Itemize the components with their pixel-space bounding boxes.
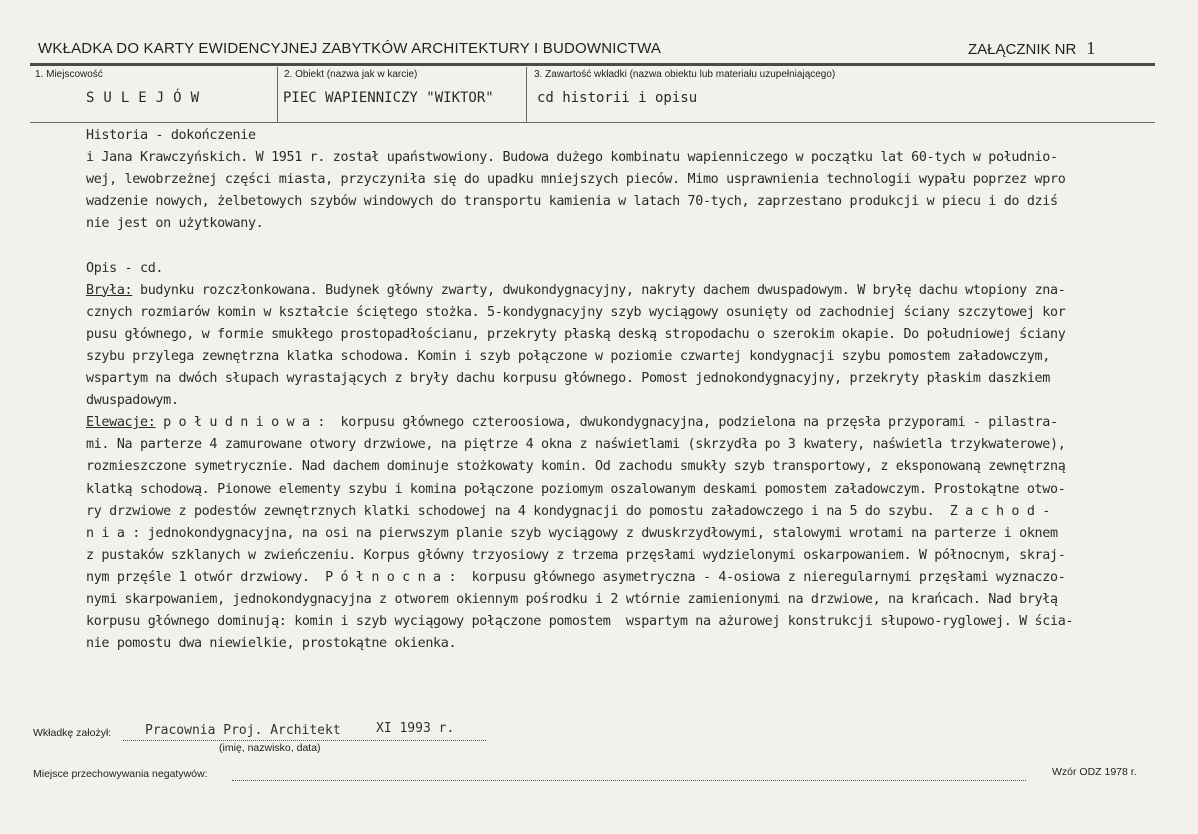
bryla-line xyxy=(86,280,1142,302)
elewacje-line: rozmieszczone symetrycznie. Nad dachem dominuje stożkowaty komin. Od zachodu smukły szyb transportowy, z eksponowaną zewnętrzną xyxy=(86,459,1066,475)
storage-line xyxy=(232,780,1026,781)
annex-label-text: ZAŁĄCZNIK NR xyxy=(968,41,1077,58)
elewacje-line: z pustaków szklanych w zwieńczeniu. Korpus główny trzyosiowy z trzema przęsłami wydzielonymi oskarpowaniem. W północnym, skraj- xyxy=(86,547,1066,563)
elewacje-line: mi. Na parterze 4 zamurowane otwory drzwiowe, na piętrze 4 okna z naświetlami (skrzydła po 3 kwatery, naświetla trzykwaterowe), xyxy=(86,437,1066,453)
elewacje-line: n i a : jednokondygnacyjna, na osi na pierwszym planie szyb wyciągowy z dwuskrzydłowymi, stalowymi wrotami na parterze i oknem xyxy=(86,525,1058,541)
annex-label xyxy=(968,38,1095,59)
history-line: wej, lewobrzeżnej części miasta, przyczyniła się do upadku mniejszych pieców. Mimo usprawnienia technologii wypału poprzez wpro xyxy=(86,172,1066,188)
column-divider xyxy=(526,67,527,122)
document-body xyxy=(86,125,1142,655)
bryla-text: budynku rozczłonkowana. Budynek główny zwarty, dwukondygnacyjny, nakryty dachem dwuspadowym. W bryłę dachu wtopiony zna- xyxy=(132,282,1066,298)
column-divider xyxy=(277,67,278,122)
prepared-label: Wkładkę założył: xyxy=(33,727,112,739)
history-heading: Historia - dokończenie xyxy=(86,128,256,143)
annex-number: 1 xyxy=(1086,38,1096,58)
history-line: i Jana Krawczyńskich. W 1951 r. został upaństwowiony. Budowa dużego kombinatu wapienniczego w początku lat 60-tych w południo- xyxy=(86,150,1058,166)
fields-rule xyxy=(30,122,1155,123)
object-value: PIEC WAPIENNICZY "WIKTOR" xyxy=(283,90,494,106)
form-title: WKŁADKA DO KARTY EWIDENCYJNEJ ZABYTKÓW ARCHITEKTURY I BUDOWNICTWA xyxy=(38,40,662,57)
bryla-label: Bryła: xyxy=(86,282,133,298)
bryla-line: pusu głównego, w formie smukłego prostopadłościanu, przekryty płaską deską stropodachu o szerokim okapie. Do południowej ściany xyxy=(86,326,1066,342)
storage-label: Miejsce przechowywania negatywów: xyxy=(33,768,208,780)
history-line: nie jest on użytkowany. xyxy=(86,216,264,232)
elewacje-line: nymi skarpowaniem, jednokondygnacyjna z otworem okiennym pośrodku i 2 wtórnie zamienionymi na drzwiowe, na krańcach. Nad bryłą xyxy=(86,591,1058,607)
elewacje-line: ry drzwiowe z podestów zewnętrznych klatki schodowej na 4 kondygnacji do pomostu załadowczego i na 5 do szybu. Z a c h o d - xyxy=(86,503,1050,519)
elewacje-label: Elewacje: xyxy=(86,415,156,431)
elewacje-line: klatką schodową. Pionowe elementy szybu i komina połączone poziomym oszalowanym deskami pomostem załadowczym. Prostokątne otwo- xyxy=(86,481,1066,497)
bryla-line: dwuspadowym. xyxy=(86,393,179,409)
content-value: cd historii i opisu xyxy=(537,90,698,106)
elewacje-line: nym przęśle 1 otwór drzwiowy. P ó ł n o c n a : korpusu głównego asymetryczna - 4-osiowa z nieregularnymi przęsłami wyznaczo- xyxy=(86,569,1066,585)
form-code: Wzór ODZ 1978 r. xyxy=(1052,766,1137,778)
bryla-line: cznych rozmiarów komin w kształcie ściętego stożka. 5-kondygnacyjny szyb wyciągowy osunięty od zachodniej ściany szczytowej kor xyxy=(86,304,1066,320)
object-label: 2. Obiekt (nazwa jak w karcie) xyxy=(284,69,418,80)
blank-line xyxy=(86,235,1142,257)
prepared-value: Pracownia Proj. Architekt xyxy=(145,723,341,738)
elewacje-line xyxy=(86,412,1142,434)
header-rule xyxy=(30,63,1155,66)
elewacje-line: korpusu głównego dominują: komin i szyb wyciągowy połączone pomostem wspartym na ażurowej konstrukcji słupowo-ryglowej. W ścia- xyxy=(86,614,1074,630)
elewacje-text: p o ł u d n i o w a : korpusu głównego czteroosiowa, dwukondygnacyjna, podzielona na przęsła przyporami - pilastra- xyxy=(155,415,1058,431)
bryla-line: wspartym na dwóch słupach wyrastających z bryły dachu korpusu głównego. Pomost jednokondygnacyjny, przekryty płaskim daszkiem xyxy=(86,371,1050,387)
prepared-hint: (imię, nazwisko, data) xyxy=(219,742,321,754)
prepared-date: XI 1993 r. xyxy=(376,721,455,736)
description-heading: Opis - cd. xyxy=(86,260,164,276)
content-label: 3. Zawartość wkładki (nazwa obiektu lub materiału uzupełniającego) xyxy=(534,69,836,80)
prepared-line xyxy=(123,740,486,741)
history-line: wadzenie nowych, żelbetowych szybów windowych do transportu kamienia w latach 70-tych, zaprzestano produkcji w piecu i do dziś xyxy=(86,194,1058,210)
locality-label: 1. Miejscowość xyxy=(35,69,103,80)
bryla-line: szybu przylega zewnętrzna klatka schodowa. Komin i szyb połączone w poziomie czwartej kondygnacji szybu pomostem załadowczym, xyxy=(86,348,1050,364)
locality-value: SULEJÓW xyxy=(86,90,209,106)
elewacje-line: nie pomostu dwa niewielkie, prostokątne okienka. xyxy=(86,636,457,652)
